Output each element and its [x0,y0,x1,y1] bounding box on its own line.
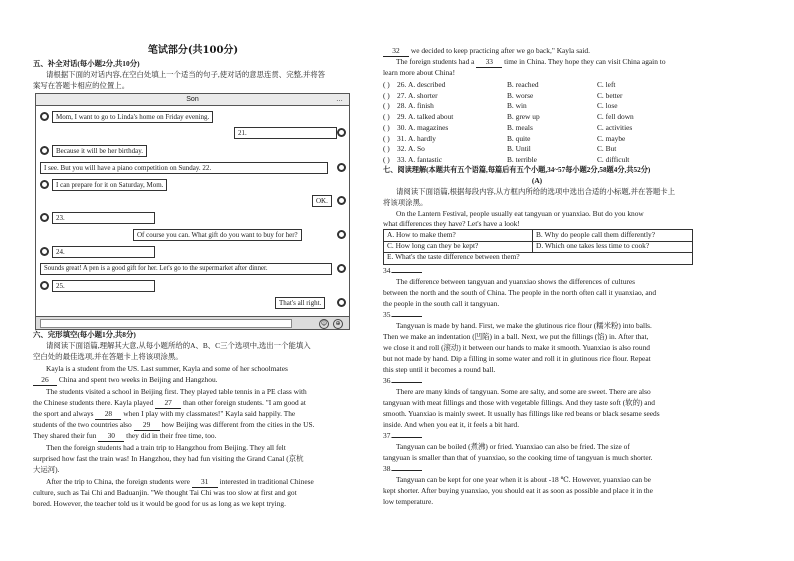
blank-number: 25. [56,282,65,290]
avatar-icon [40,213,49,222]
cloze-text: After the trip to China, the foreign students were [46,477,190,486]
cloze-text: than other foreign students. "I am good at [183,398,306,407]
option-e: E. What's the taste difference between them? [387,252,520,261]
cloze-line: The students visited a school in Beijing first. They played table tennis in a PE class with [46,387,307,396]
cloze-line [33,431,216,442]
blank-29: 29 [134,420,160,431]
chat-blank-23 [52,212,155,224]
question-number: 30. [397,122,407,132]
choice-b: B. grew up [507,112,540,122]
choice-b: B. terrible [507,154,537,164]
passage-line: Tangyuan can be kept for one year when it is about -18 ℃. However, yuanxiao can be [396,475,651,484]
avatar-icon [337,298,346,307]
answer-paren[interactable]: ( ) [383,101,390,111]
cloze-line: Then the foreign students had a train trip to Hangzhou from Beijing. They all felt [46,443,286,452]
passage-line: The difference between tangyuan and yuanxiao shows the differences of cultures [396,277,636,286]
passage-line: Tangyuan is made by hand. First, we make the glutinous rice flour (糯米粉) into balls. [396,321,652,330]
cloze-line [46,477,314,488]
blank-27: 27 [155,398,181,409]
answer-paren[interactable]: ( ) [383,112,390,122]
reading-intro: what differences they have? Let's have a look! [383,219,520,228]
passage-line: this step until it becomes a round ball. [383,365,496,374]
choice-c: C. lose [597,101,618,111]
chat-blank-21 [234,127,337,139]
cloze-text: interested in traditional Chinese [219,477,314,486]
choice-a: A. fantastic [408,154,443,164]
choice-b: B. worse [507,90,534,100]
passage-line: tangyuan with meat fillings and those with vegetable fillings. And they taste soft (软的) and [383,398,655,407]
avatar-icon [337,196,346,205]
cloze-line [33,398,306,409]
blank-number: 23. [56,214,65,222]
cloze-text: They shared their fun [33,431,97,440]
question-34: 34. [383,266,422,276]
passage-line: smooth. Yuanxiao is mainly sweet. It usually has fillings like red beans or black sesame seeds [383,409,660,418]
question-35: 35. [383,310,422,320]
chat-title: Son [186,96,199,103]
choice-c: C. activities [597,122,633,132]
cloze-line [33,409,295,420]
passage-line: Then we make an indentation (凹陷) in a ball. Next, we put the fillings (馅) in. After that, [383,332,649,341]
avatar-icon [40,146,49,155]
chat-message: Mom, I want to go to Linda's home on Friday evening. [52,111,213,123]
passage-line: tangyuan is smaller than that of yuanxiao, so the cooking time of tangyuan is much shorter. [383,453,653,462]
choice-a: A. talked about [408,112,454,122]
passage-label: (A) [531,176,543,185]
choice-c: C. But [597,144,617,154]
chat-text: I see. But you will have a piano competition on Sunday. 22. [44,164,212,172]
cloze-line: bored. However, the teacher told us it would be good for us as long as we kept trying. [33,499,286,508]
choice-c: C. fell down [597,112,634,122]
choice-b: B. win [507,101,527,111]
passage-line: There are many kinds of tangyuan. Some are salty, and some are sweet. There are also [396,387,651,396]
more-icon[interactable]: … [336,96,343,103]
chat-window [35,93,350,330]
choice-a: A. magazines [408,122,449,132]
question-number: 29. [397,112,407,122]
option-c: C. How long can they be kept? [387,241,479,250]
question-37: 37. [383,431,422,441]
cloze-text: we decided to keep practicing after we go back," Kayla said. [410,46,590,55]
cloze-line: surprised how fast the train was! In Hangzhou, they had fun visiting the Grand Canal (京杭 [33,454,304,463]
answer-paren[interactable]: ( ) [383,154,390,164]
chat-input-bar [36,316,349,329]
choice-b: B. quite [507,133,531,143]
avatar-icon [337,230,346,239]
cloze-line: Kayla is a student from the US. Last summer, Kayla and some of her schoolmates [46,364,288,373]
passage-line: kept shorter. After buying yuanxiao, you should eat it as soon as possible and place it in the [383,486,653,495]
chat-message: Of course you can. What gift do you want to buy for her? [133,229,302,241]
choice-c: C. better [597,90,623,100]
passage-line: inside. And when you eat it, it feels a bit hard. [383,420,520,429]
chat-header [36,94,349,106]
choice-a: A. shorter [408,90,438,100]
section-5-heading: 五、补全对话(每小题2分,共10分) [33,59,140,68]
cloze-text: the sport and always [33,409,94,418]
section-6-heading: 六、完形填空(每小题1分,共8分) [33,330,136,339]
chat-message: Because it will be her birthday. [52,145,147,157]
avatar-icon [337,264,346,273]
choice-b: B. Until [507,144,531,154]
blank-28: 28 [95,409,121,420]
chat-blank-24 [52,246,155,258]
question-number: 26. [397,80,407,89]
option-b: B. Why do people call them differently? [536,230,655,239]
cloze-text: when I play with my classmates!" Kayla said happily. The [123,409,296,418]
choice-a: A. hardly [408,133,436,143]
blank-30: 30 [98,431,124,442]
avatar-icon [337,163,346,172]
avatar-icon [40,247,49,256]
question-number: 28. [397,101,407,111]
cloze-text: students of the two countries also [33,420,132,429]
question-number: 31. [397,133,407,143]
cloze-text: China and spent two weeks in Beijing and Hangzhou. [58,375,218,384]
chat-message: I can prepare for it on Saturday, Mom. [52,179,167,191]
choice-a: A. finish [408,101,434,111]
choice-b: B. meals [507,122,533,132]
chat-blank-25 [52,280,155,292]
section-6-instruction-2: 空白处的最佳选项,并在答题卡上将该项涂黑。 [33,352,183,361]
choice-a: A. So [408,144,425,154]
cloze-line [33,375,218,386]
add-icon[interactable]: ⊕ [333,319,343,329]
blank-number: 24. [56,248,65,256]
passage-line: but not made by hand. Dip a filling in some water and roll it in glutinous rice flour. Repeat [383,354,651,363]
blank-26: 26 [33,375,57,386]
question-number: 32. [397,144,407,154]
choice-b: B. reached [507,80,539,89]
blank-number: 21. [238,129,247,137]
chat-text: Sounds great! A pen is a good gift for her. Let's go to the supermarket after dinner. [44,265,268,272]
section-6-instruction-1: 请阅读下面语篇,理解其大意,从每小题所给的A、B、C三个选项中,选出一个能填入 [46,341,311,350]
answer-paren[interactable]: ( ) [383,144,390,154]
answer-paren[interactable]: ( ) [383,80,390,89]
cloze-text: how Beijing was different from the cities in the US. [161,420,315,429]
emoji-icon[interactable]: ☺ [320,320,328,327]
cloze-line [396,57,666,68]
choice-a: A. described [408,80,446,89]
options-box [383,229,693,265]
passage-line: we close it and roll (滚动) it between our hands to make it smooth. Yuanxiao is also round [383,343,650,352]
section-5-instruction-1: 请根据下面的对话内容,在空白处填上一个适当的句子,使对话的意思连贯、完整,并将答 [46,70,326,79]
chat-message [40,263,332,275]
passage-line: Tangyuan can be boiled (煮沸) or fried. Yuanxiao can also be fried. The size of [396,442,630,451]
chat-message [40,162,328,174]
choice-c: C. maybe [597,133,626,143]
blank-31: 31 [192,477,218,488]
passage-line: low temperature. [383,497,434,506]
cloze-text: the Chinese students there. Kayla played [33,398,154,407]
avatar-icon [337,128,346,137]
option-a: A. How to make them? [387,230,456,239]
chat-message: OK. [312,195,332,207]
choice-c: C. difficult [597,154,630,164]
reading-intro: On the Lantern Festival, people usually eat tangyuan or yuanxiao. But do you know [396,209,644,218]
page-title: 笔试部分(共100分) [147,45,239,56]
cloze-line: culture, such as Tai Chi and Baduanjin. "We thought Tai Chi was too slow at first and got [33,488,297,497]
passage-line: between the north and the south of China. The people in the north often call it yuanxiao, and [383,288,657,297]
cloze-line [383,46,590,57]
blank-32: 32 [383,46,409,57]
question-number: 33. [397,154,407,164]
answer-paren[interactable]: ( ) [383,122,390,132]
answer-paren[interactable]: ( ) [383,133,390,143]
section-5-instruction-2: 案写在答题卡相应的位置上。 [33,81,130,90]
cloze-text: The foreign students had a [396,57,475,66]
avatar-icon [40,180,49,189]
chat-message: That's all right. [275,297,325,309]
cloze-text: time in China. They hope they can visit China again to [504,57,666,66]
option-d: D. Which one takes less time to cook? [536,241,650,250]
section-7-heading: 七、阅读理解(本题共有五个语篇,每篇后有五个小题,34~57每小题2分,58题4分,共52分) [383,166,651,174]
blank-33: 33 [476,57,502,68]
answer-paren[interactable]: ( ) [383,90,390,100]
passage-line: the people in the south call it tangyuan. [383,299,500,308]
cloze-line: learn more about China! [383,68,456,77]
question-36: 36. [383,376,422,386]
section-7-instruction-2: 将该项涂黑。 [383,198,428,207]
avatar-icon [40,281,49,290]
cloze-line: 大运河). [33,465,60,474]
chat-input[interactable] [40,319,292,328]
question-number: 27. [397,90,407,100]
avatar-icon [40,112,49,121]
question-38: 38. [383,464,422,474]
cloze-line [33,420,314,431]
cloze-text: they did in their free time, too. [126,431,217,440]
section-7-instruction-1: 请阅读下面语篇,根据每段内容,从方框内所给的选项中选出合适的小标题,并在答题卡上 [396,187,676,196]
choice-c: C. left [597,80,616,89]
